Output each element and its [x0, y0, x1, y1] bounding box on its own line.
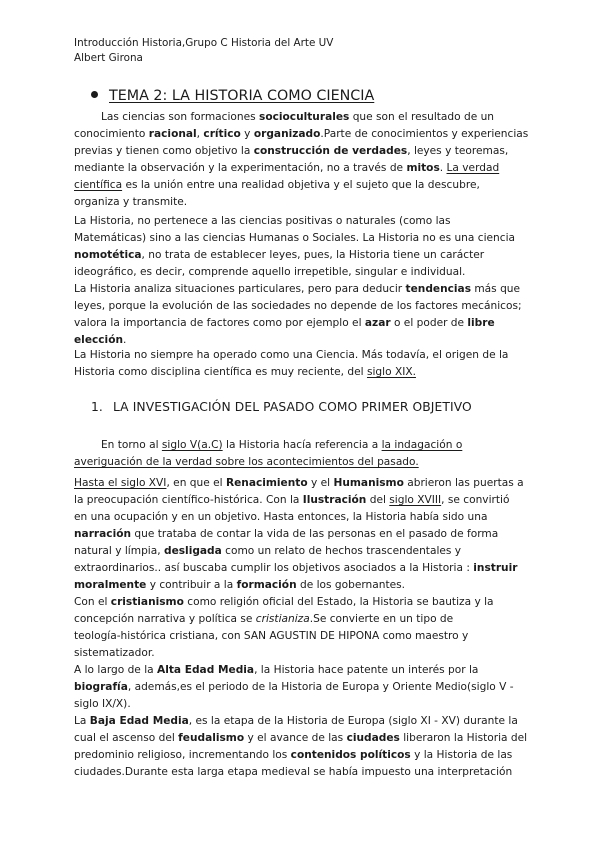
text-run: siglo IX/X).: [74, 698, 131, 710]
text-line: [74, 109, 530, 126]
header-course: Introducción Historia,Grupo C Historia del Arte UV: [74, 37, 334, 49]
text-line: [74, 437, 530, 454]
text-run: desligada: [163, 545, 222, 557]
text-run: conocimiento: [74, 128, 149, 140]
text-line: [74, 315, 530, 332]
text-line: [74, 454, 530, 471]
text-run: científica: [74, 179, 123, 191]
text-run: siglo XIX.: [366, 366, 416, 378]
text-run: .: [439, 162, 447, 174]
text-run: , la Historia hace patente un interés por la: [254, 664, 479, 676]
text-run: la indagación o: [381, 439, 463, 451]
text-run: azar: [364, 317, 391, 329]
text-line: [74, 230, 530, 247]
text-run: y contribuir a la: [146, 579, 237, 591]
text-line: [74, 281, 530, 298]
text-run: y: [240, 128, 254, 140]
text-run: previas y tienen como objetivo la: [74, 145, 254, 157]
text-line: [74, 611, 530, 628]
text-line: [74, 577, 530, 594]
text-run: en una ocupación y en un objetivo. Hasta entonces, la Historia había sido una: [74, 511, 488, 523]
text-run: o el poder de: [390, 317, 468, 329]
section-heading: [91, 400, 472, 414]
text-run: Historia como disciplina científica es muy reciente, del: [74, 366, 367, 378]
text-run: moralmente: [74, 579, 147, 591]
text-run: mitos: [406, 162, 440, 174]
text-run: instruir: [473, 562, 518, 574]
text-line: [74, 696, 530, 713]
text-run: leyes, porque la evolución de las sociedades no depende de los factores mecánicos;: [74, 300, 522, 312]
paragraph-evolucion-historica: [74, 475, 530, 781]
text-run: elección: [74, 334, 124, 346]
text-run: La Historia analiza situaciones particulares, pero para deducir: [74, 283, 406, 295]
bullet-icon: [91, 91, 98, 98]
text-line: [74, 713, 530, 730]
text-run: predominio religioso, incrementando los: [74, 749, 291, 761]
text-line: [74, 645, 530, 662]
text-line: [74, 247, 530, 264]
topic-title: [91, 88, 374, 104]
text-run: Humanismo: [333, 477, 404, 489]
text-line: [74, 364, 530, 381]
text-run: Renacimiento: [225, 477, 308, 489]
text-line: [74, 194, 530, 211]
text-run: como un relato de hechos trascendentales y: [221, 545, 462, 557]
text-line: [74, 730, 530, 747]
text-run: narración: [74, 528, 132, 540]
text-run: organizado: [253, 128, 321, 140]
text-line: [74, 177, 530, 194]
text-run: cual el ascenso del: [74, 732, 179, 744]
text-run: ciudades.Durante esta larga etapa medieval se había impuesto una interpretación: [74, 766, 513, 778]
text-run: la Historia hacía referencia a: [222, 439, 382, 451]
text-line: [74, 143, 530, 160]
text-line: [74, 543, 530, 560]
text-line: [74, 126, 530, 143]
text-run: mediante la observación y la experimentación, no a través de: [74, 162, 407, 174]
section-heading-text: LA INVESTIGACIÓN DEL PASADO COMO PRIMER OBJETIVO: [112, 400, 472, 414]
text-run: .Se convierte en un tipo de: [309, 613, 454, 625]
text-line: [74, 628, 530, 645]
text-run: A lo largo de la: [74, 664, 157, 676]
text-run: , no trata de establecer leyes, pues, la Historia tiene un carácter: [141, 249, 485, 261]
text-run: Con el: [74, 596, 111, 608]
text-run: biografía: [74, 681, 128, 693]
text-run: libre: [467, 317, 495, 329]
text-run: que trataba de contar la vida de las personas en el pasado de forma: [131, 528, 499, 540]
text-run: Las ciencias son formaciones: [74, 111, 260, 123]
text-run: La Historia no siempre ha operado como una Ciencia. Más todavía, el origen de la: [74, 349, 509, 361]
text-run: siglo XVIII: [389, 494, 442, 506]
text-run: tendencias: [405, 283, 471, 295]
text-run: socioculturales: [259, 111, 350, 123]
text-line: [74, 347, 530, 364]
text-line: [74, 213, 530, 230]
text-run: La Historia, no pertenece a las ciencias positivas o naturales (como las: [74, 215, 451, 227]
text-run: liberaron la Historia del: [399, 732, 528, 744]
text-run: del: [366, 494, 390, 506]
text-run: La verdad: [446, 162, 500, 174]
text-line: [74, 764, 530, 781]
text-run: de los gobernantes.: [296, 579, 406, 591]
text-line: [74, 492, 530, 509]
text-run: abrieron las puertas a: [403, 477, 524, 489]
text-run: Hasta el siglo XVI: [74, 477, 167, 489]
text-run: , leyes y teoremas,: [407, 145, 509, 157]
text-run: que son el resultado de un: [349, 111, 495, 123]
document-header: [74, 36, 333, 66]
text-run: siglo V(a.C): [161, 439, 223, 451]
text-run: como religión oficial del Estado, la Historia se bautiza y la: [183, 596, 494, 608]
text-run: Ilustración: [302, 494, 367, 506]
text-line: [74, 662, 530, 679]
text-run: nomotética: [74, 249, 142, 261]
section-number: 1.: [91, 400, 103, 414]
paragraph-historia-ciencia: [74, 213, 530, 349]
text-run: ideográfico, es decir, comprende aquello irrepetible, singular e individual.: [74, 266, 466, 278]
topic-title-text: TEMA 2: LA HISTORIA COMO CIENCIA: [109, 88, 375, 104]
text-run: más que: [471, 283, 521, 295]
text-run: La: [74, 715, 90, 727]
text-run: natural y límpia,: [74, 545, 164, 557]
text-run: crítico: [203, 128, 241, 140]
text-line: [74, 160, 530, 177]
text-line: [74, 475, 530, 492]
text-run: averiguación de la verdad sobre los acontecimientos del pasado.: [74, 456, 419, 468]
text-run: extraordinarios.. así buscaba cumplir los objetivos asociados a la Historia :: [74, 562, 474, 574]
header-author: Albert Girona: [74, 52, 143, 64]
text-run: Matemáticas) sino a las ciencias Humanas o Sociales. La Historia no es una ciencia: [74, 232, 516, 244]
paragraph-origen: [74, 347, 530, 381]
text-line: [74, 298, 530, 315]
text-run: valora la importancia de factores como por ejemplo el: [74, 317, 365, 329]
text-line: [74, 679, 530, 696]
text-run: , se convirtió: [441, 494, 510, 506]
text-run: , en que el: [166, 477, 226, 489]
text-run: cristianiza: [255, 613, 310, 625]
text-line: [74, 264, 530, 281]
text-run: ,: [196, 128, 204, 140]
paragraph-ciencias: [74, 109, 530, 211]
text-line: [74, 526, 530, 543]
text-run: , además,es el periodo de la Historia de Europa y Oriente Medio(siglo V -: [127, 681, 514, 693]
text-run: y el: [307, 477, 334, 489]
text-run: organiza y transmite.: [74, 196, 188, 208]
text-run: y la Historia de las: [410, 749, 513, 761]
paragraph-siglo-v: [74, 437, 530, 471]
text-run: construcción de verdades: [253, 145, 408, 157]
text-line: [74, 594, 530, 611]
text-line: [74, 560, 530, 577]
text-run: cristianismo: [110, 596, 184, 608]
text-run: y el avance de las: [244, 732, 347, 744]
text-run: .Parte de conocimientos y experiencias: [320, 128, 529, 140]
text-run: concepción narrativa y política se: [74, 613, 256, 625]
text-run: racional: [148, 128, 197, 140]
text-run: la preocupación científico-histórica. Con la: [74, 494, 303, 506]
text-line: [74, 747, 530, 764]
text-run: En torno al: [74, 439, 162, 451]
text-run: feudalismo: [178, 732, 245, 744]
text-run: Alta Edad Media: [157, 664, 255, 676]
text-line: [74, 509, 530, 526]
text-run: es la unión entre una realidad objetiva y el sujeto que la descubre,: [122, 179, 480, 191]
text-run: ciudades: [346, 732, 400, 744]
text-run: .: [123, 334, 127, 346]
text-run: , es la etapa de la Historia de Europa (siglo XI - XV) durante la: [188, 715, 518, 727]
text-run: contenidos políticos: [290, 749, 411, 761]
text-run: sistematizador.: [74, 647, 155, 659]
text-run: teología-histórica cristiana, con SAN AGUSTIN DE HIPONA como maestro y: [74, 630, 469, 642]
text-run: Baja Edad Media: [89, 715, 189, 727]
text-run: formación: [236, 579, 297, 591]
